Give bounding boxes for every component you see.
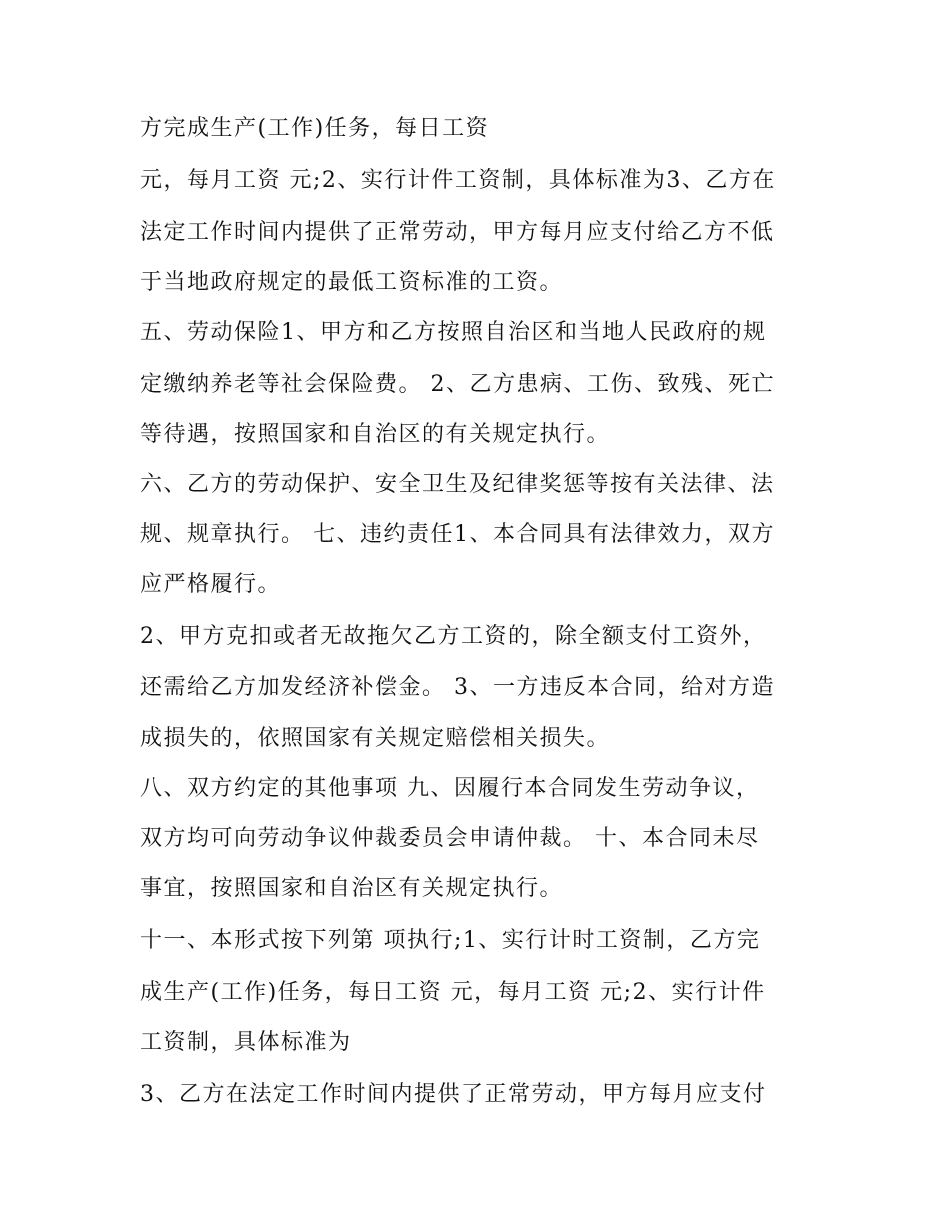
text-line: 成生产(工作)任务，每日工资 元，每月工资 元;2、实行计件 bbox=[140, 980, 766, 1005]
text-line: 元，每月工资 元;2、实行计件工资制，具体标准为3、乙方在 bbox=[140, 168, 776, 193]
text-line: 3、乙方在法定工作时间内提供了正常劳动，甲方每月应支付 bbox=[140, 1082, 767, 1107]
text-line: 成损失的，依照国家有关规定赔偿相关损失。 bbox=[140, 726, 611, 751]
text-line: 事宜，按照国家和自治区有关规定执行。 bbox=[140, 876, 564, 901]
text-line: 双方均可向劳动争议仲裁委员会申请仲裁。 十、本合同未尽 bbox=[140, 826, 760, 851]
text-line: 工资制，具体标准为 bbox=[140, 1030, 352, 1055]
text-line: 五、劳动保险1、甲方和乙方按照自治区和当地人民政府的规 bbox=[140, 320, 767, 345]
text-line: 应严格履行。 bbox=[140, 572, 282, 597]
text-line: 于当地政府规定的最低工资标准的工资。 bbox=[140, 270, 564, 295]
text-line: 2、甲方克扣或者无故拖欠乙方工资的，除全额支付工资外， bbox=[140, 624, 767, 649]
text-line: 方完成生产(工作)任务，每日工资 bbox=[140, 116, 490, 141]
text-line: 六、乙方的劳动保护、安全卫生及纪律奖惩等按有关法律、法 bbox=[140, 472, 775, 497]
text-line: 十一、本形式按下列第 项执行;1、实行计时工资制，乙方完 bbox=[140, 928, 761, 953]
text-line: 规、规章执行。 七、违约责任1、本合同具有法律效力，双方 bbox=[140, 522, 775, 547]
text-line: 八、双方约定的其他事项 九、因履行本合同发生劳动争议， bbox=[140, 776, 760, 801]
text-line: 定缴纳养老等社会保险费。 2、乙方患病、工伤、致残、死亡 bbox=[140, 372, 775, 397]
text-line: 等待遇，按照国家和自治区的有关规定执行。 bbox=[140, 422, 611, 447]
text-line: 还需给乙方加发经济补偿金。 3、一方违反本合同，给对方造 bbox=[140, 675, 775, 700]
text-line: 法定工作时间内提供了正常劳动，甲方每月应支付给乙方不低 bbox=[140, 220, 775, 245]
